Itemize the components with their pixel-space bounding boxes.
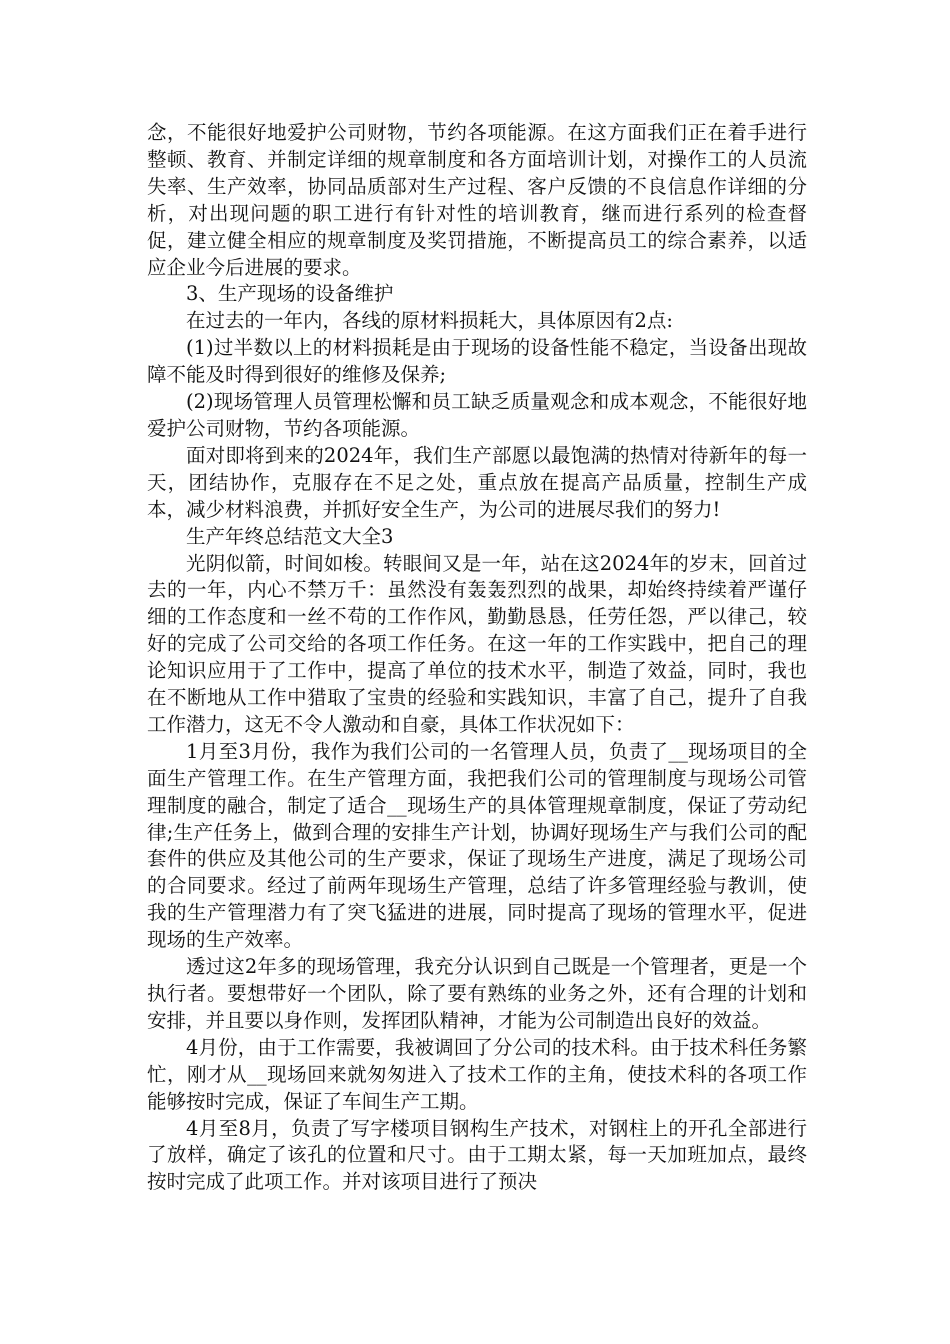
paragraph-jan-mar: 1月至3月份，我作为我们公司的一名管理人员，负责了__现场项目的全面生产管理工作。在生产管理方面，我把我们公司的管理制度与现场公司管理制度的融合，制定了适合__现场生产的具体管理规章制度，保证了劳动纪律;生产任务上，做到合理的安排生产计划，协调好现场生产与我们公司的配套件的供应及其他公司的生产要求，保证了现场生产进度，满足了现场公司的合同要求。经过了前两年现场生产管理，总结了许多管理经验与教训，使我的生产管理潜力有了突飞猛进的进展，同时提高了现场的管理水平，促进现场的生产效率。	[147, 739, 807, 952]
section-title-summary-3: 生产年终总结范文大全3	[186, 524, 394, 548]
list-item-1: (1)过半数以上的材料损耗是由于现场的设备性能不稳定，当设备出现故障不能及时得到很好的维修及保养;	[147, 336, 807, 387]
paragraph-material-loss: 在过去的一年内，各线的原材料损耗大，具体原因有2点:	[186, 309, 673, 333]
document-page	[147, 120, 807, 1196]
paragraph-new-year: 面对即将到来的2024年，我们生产部愿以最饱满的热情对待新年的每一天，团结协作，克服存在不足之处，重点放在提高产品质量，控制生产成本，减少材料浪费，并抓好安全生产，为公司的进展尽我们的努力!	[147, 443, 807, 521]
paragraph-april: 4月份，由于工作需要，我被调回了分公司的技术科。由于技术科任务繁忙，刚才从__现场回来就匆匆进入了技术工作的主角，使技术科的各项工作能够按时完成，保证了车间生产工期。	[147, 1035, 807, 1113]
list-item-2: (2)现场管理人员管理松懈和员工缺乏质量观念和成本观念，不能很好地爱护公司财物，节约各项能源。	[147, 390, 807, 440]
paragraph-apr-aug: 4月至8月，负责了写字楼项目钢构生产技术，对钢柱上的开孔全部进行了放样，确定了该孔的位置和尺寸。由于工期太紧，每一天加班加点，最终按时完成了此项工作。并对该项目进行了预决	[147, 1116, 807, 1194]
paragraph-intro: 光阴似箭，时间如梭。转眼间又是一年，站在这2024年的岁末，回首过去的一年，内心不禁万千：虽然没有轰轰烈烈的战果，却始终持续着严谨仔细的工作态度和一丝不苟的工作作风，勤勤恳恳，任劳任怨，严以律己，较好的完成了公司交给的各项工作任务。在这一年的工作实践中，把自己的理论知识应用于了工作中，提高了单位的技术水平，制造了效益，同时，我也在不断地从工作中猎取了宝贵的经验和实践知识，丰富了自己，提升了自我工作潜力，这无不令人激动和自豪，具体工作状况如下：	[147, 551, 807, 736]
paragraph-continuation: 念，不能很好地爱护公司财物，节约各项能源。在这方面我们正在着手进行整顿、教育、并制定详细的规章制度和各方面培训计划，对操作工的人员流失率、生产效率，协同品质部对生产过程、客户反馈的不良信息作详细的分析，对出现问题的职工进行有针对性的培训教育，继而进行系列的检查督促，建立健全相应的规章制度及奖罚措施，不断提高员工的综合素养，以适应企业今后进展的要求。	[147, 121, 807, 279]
paragraph-management: 透过这2年多的现场管理，我充分认识到自己既是一个管理者，更是一个执行者。要想带好一个团队，除了要有熟练的业务之外，还有合理的计划和安排，并且要以身作则，发挥团队精神，才能为公司制造出良好的效益。	[147, 955, 807, 1032]
section-heading-equipment: 3、生产现场的设备维护	[186, 282, 394, 306]
